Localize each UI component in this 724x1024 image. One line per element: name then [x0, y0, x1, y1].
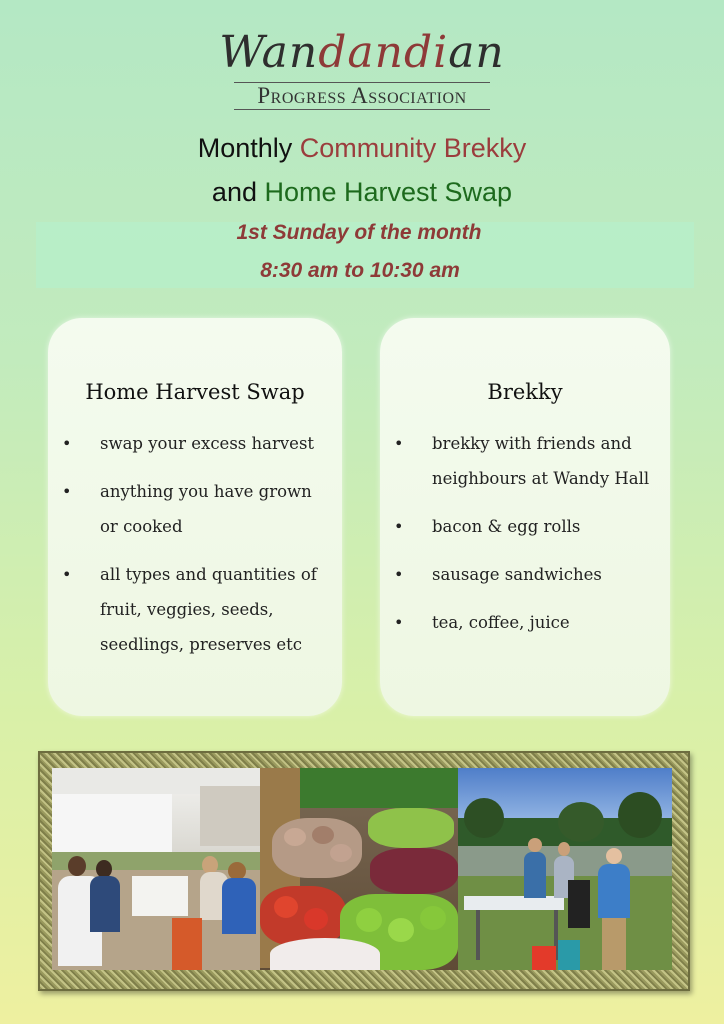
list-item: • brekky with friends and neighbours at Wandy Hall	[398, 426, 654, 496]
logo-subtitle: Progress Association	[234, 82, 490, 110]
schedule-day: 1st Sunday of the month	[236, 221, 482, 244]
photo-verandah-brekky	[52, 768, 260, 970]
brekky-card	[380, 318, 670, 716]
list-item: • swap your excess harvest	[66, 426, 326, 461]
headline-line-2: and Home Harvest Swap	[211, 177, 513, 207]
list-item: • tea, coffee, juice	[398, 605, 654, 640]
list-item: • all types and quantities of fruit, veggies, seeds, seedlings, preserves etc	[66, 557, 326, 662]
photo-outdoor-table	[458, 768, 672, 970]
list-item: • anything you have grown or cooked	[66, 474, 326, 544]
brekky-list	[398, 426, 654, 653]
brekky-heading: Brekky	[487, 380, 563, 404]
swap-heading: Home Harvest Swap	[85, 380, 305, 404]
list-item: • bacon & egg rolls	[398, 509, 654, 544]
logo	[0, 28, 724, 110]
schedule-time: 8:30 am to 10:30 am	[260, 259, 460, 282]
headline-line-1: Monthly Community Brekky	[197, 133, 527, 163]
swap-list	[66, 426, 326, 675]
swap-card	[48, 318, 342, 716]
photo-frame	[38, 751, 690, 991]
list-item: • sausage sandwiches	[398, 557, 654, 592]
logo-wordmark: Wandandian	[219, 27, 505, 78]
photo-collage	[52, 768, 672, 970]
photo-produce-baskets	[260, 768, 458, 970]
